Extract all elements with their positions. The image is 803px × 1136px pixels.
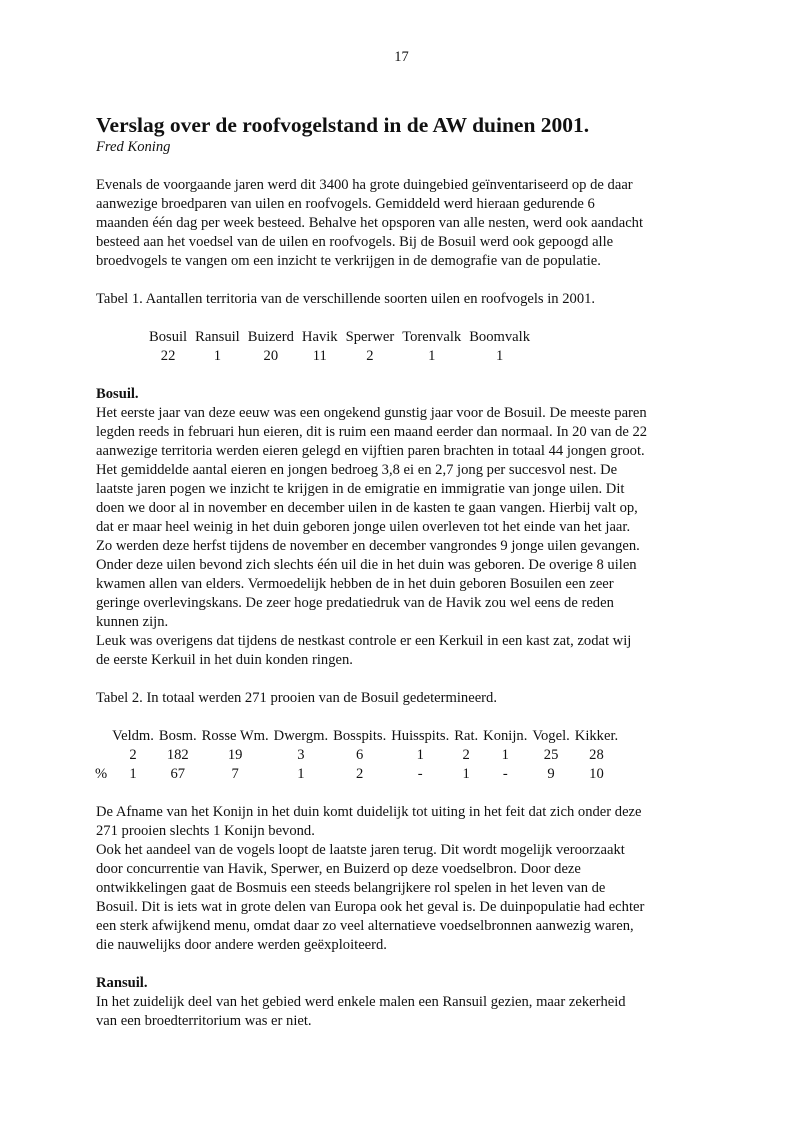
table2-header: Bosspits. — [333, 728, 387, 744]
percent-sign: % — [95, 766, 108, 782]
text-line: Ook het aandeel van de vogels loopt de laatste jaren terug. Dit wordt mogelijk veroorzaakt — [96, 842, 625, 858]
table2-count-row — [95, 746, 623, 765]
text-line: die nauwelijks door andere werden geëxploiteerd. — [96, 937, 387, 953]
text-line: geringe overlevingskans. De zeer hoge predatiedruk van de Havik zou wel eens de reden — [96, 595, 614, 611]
table2-cell: 6 — [356, 747, 364, 763]
text-line: van een broedterritorium was er niet. — [96, 1013, 312, 1029]
text-line: Bosuil. Dit is iets wat in grote delen van Europa ook het geval is. De duinpopulatie had echter — [96, 899, 645, 915]
text-line: maanden één dag per week besteed. Behalve het opsporen van alle nesten, werd ook aandacht — [96, 215, 644, 231]
table2 — [95, 727, 623, 784]
table2-cell: 1 — [416, 747, 424, 763]
table1-cell: 11 — [312, 348, 327, 364]
table1 — [149, 328, 538, 366]
text-line: broedvogels te vangen om een inzicht te verkrijgen in de demografie van de populatie. — [96, 253, 601, 269]
intro-paragraph — [96, 176, 716, 271]
author: Fred Koning — [96, 139, 171, 155]
table2-cell: 1 — [462, 766, 470, 782]
afname-paragraph — [96, 803, 716, 955]
table1-cell: 1 — [428, 348, 436, 364]
table1-cell: 1 — [495, 348, 504, 364]
text-line: kunnen zijn. — [96, 614, 169, 630]
text-line: De Afname van het Konijn in het duin komt duidelijk tot uiting in het feit dat zich onder deze — [96, 804, 642, 820]
text-line: de eerste Kerkuil in het duin konden ringen. — [96, 652, 353, 668]
article — [96, 112, 716, 1031]
text-line: doen we door al in november en december uilen in de kasten te gaan vangen. Hierbij valt op, — [96, 500, 638, 516]
text-line: dat er maar heel weinig in het duin geboren jonge uilen overleven tot het einde van het jaar. — [96, 519, 631, 535]
table2-cell: - — [417, 766, 423, 782]
table1-header: Torenvalk — [402, 329, 462, 345]
text-line: door concurrentie van Havik, Sperwer, en Buizerd op deze voedselbron. Door deze — [96, 861, 581, 877]
table1-header: Boomvalk — [469, 329, 530, 345]
section-heading: Ransuil. — [96, 975, 148, 991]
table1-header: Sperwer — [345, 329, 395, 345]
table2-header: Huisspits. — [391, 728, 450, 744]
table2-cell: 7 — [231, 766, 239, 782]
table1-header: Bosuil — [149, 329, 188, 345]
table2-cell: 2 — [129, 747, 137, 763]
table2-cell: 28 — [589, 747, 604, 763]
table2-cell: 1 — [501, 747, 509, 763]
table1-cell: 20 — [263, 348, 279, 364]
table2-header: Dwergm. — [273, 728, 329, 744]
text-line: aanwezige territoria werden eieren gelegd en vijftien paren brachten in totaal 44 jongen groot. — [96, 443, 645, 459]
table2-cell: 19 — [227, 747, 243, 763]
text-line: 271 prooien slechts 1 Konijn bevond. — [96, 823, 315, 839]
table2-header-row — [95, 727, 623, 746]
table2-cell: 2 — [462, 747, 470, 763]
table1-header-row — [149, 328, 538, 347]
text-line: Zo werden deze herfst tijdens de november en december vangrondes 9 jonge uilen gevangen. — [96, 538, 640, 554]
table1-header: Ransuil — [195, 329, 240, 345]
text-line: Het eerste jaar van deze eeuw was een ongekend gunstig jaar voor de Bosuil. De meeste paren — [96, 405, 647, 421]
ransuil-section — [96, 974, 716, 1031]
table2-cell: 9 — [547, 766, 555, 782]
text-line: Onder deze uilen bevond zich slechts één uil die in het duin was geboren. De overige 8 uilen — [96, 557, 637, 573]
table1-header: Havik — [301, 329, 338, 345]
table1-cell: 1 — [213, 348, 222, 364]
table2-cell: 3 — [297, 747, 305, 763]
text-line: aanwezige broedparen van uilen en roofvogels. Gemiddeld werd hieraan gedurende 6 — [96, 196, 595, 212]
table1-caption: Tabel 1. Aantallen territoria van de verschillende soorten uilen en roofvogels in 2001. — [96, 291, 596, 307]
text-line: ontwikkelingen gaat de Bosmuis een steeds belangrijkere rol spelen in het leven van de — [96, 880, 606, 896]
page-number: 17 — [394, 49, 409, 65]
table2-header: Rosse Wm. — [201, 728, 269, 744]
table2-cell: 182 — [166, 747, 189, 763]
table2-header: Kikker. — [574, 728, 619, 744]
text-line: Evenals de voorgaande jaren werd dit 3400 ha grote duingebied geïnventariseerd op de daar — [96, 177, 633, 193]
text-line: kwamen allen van elders. Vermoedelijk hebben de in het duin geboren Bosuilen een zeer — [96, 576, 614, 592]
table2-cell: - — [502, 766, 508, 782]
table1-cell: 2 — [366, 348, 374, 364]
table2-cell: 10 — [589, 766, 604, 782]
table2-cell: 67 — [170, 766, 186, 782]
section-heading: Bosuil. — [96, 386, 139, 402]
table2-percent-row — [95, 765, 623, 784]
table2-cell: 1 — [129, 766, 137, 782]
table1-value-row — [149, 347, 538, 366]
text-line: legden reeds in februari hun eieren, dit is ruim een maand eerder dan normaal. In 20 van de 22 — [96, 424, 648, 440]
article-title: Verslag over de roofvogelstand in de AW duinen 2001. — [96, 113, 590, 137]
table2-header: Vogel. — [532, 728, 570, 744]
text-line: besteed aan het voedsel van de uilen en roofvogels. Bij de Bosuil werd ook gepoogd alle — [96, 234, 614, 250]
table2-header: Konijn. — [483, 728, 528, 744]
table2-cell: 2 — [356, 766, 364, 782]
text-line: laatste jaren pogen we inzicht te krijgen in de emigratie en immigratie van jonge uilen. Dit — [96, 481, 625, 497]
table2-caption: Tabel 2. In totaal werden 271 prooien van de Bosuil gedetermineerd. — [96, 690, 497, 706]
table2-header: Rat. — [454, 728, 479, 744]
bosuil-section — [96, 385, 716, 670]
table2-cell: 1 — [297, 766, 305, 782]
text-line: Leuk was overigens dat tijdens de nestkast controle er een Kerkuil in een kast zat, zodat wij — [96, 633, 632, 649]
table2-cell: 25 — [543, 747, 559, 763]
text-line: een sterk afwijkend menu, omdat daar zo veel alternatieve voedselbronnen aanwezig waren, — [96, 918, 634, 934]
table1-cell: 22 — [160, 348, 176, 364]
text-line: Het gemiddelde aantal eieren en jongen bedroeg 3,8 ei en 2,7 jong per succesvol nest. De — [96, 462, 618, 478]
table2-header: Bosm. — [158, 728, 197, 744]
table2-header: Veldm. — [112, 728, 154, 744]
table1-header: Buizerd — [247, 329, 294, 345]
text-line: In het zuidelijk deel van het gebied werd enkele malen een Ransuil gezien, maar zekerheid — [96, 994, 626, 1010]
